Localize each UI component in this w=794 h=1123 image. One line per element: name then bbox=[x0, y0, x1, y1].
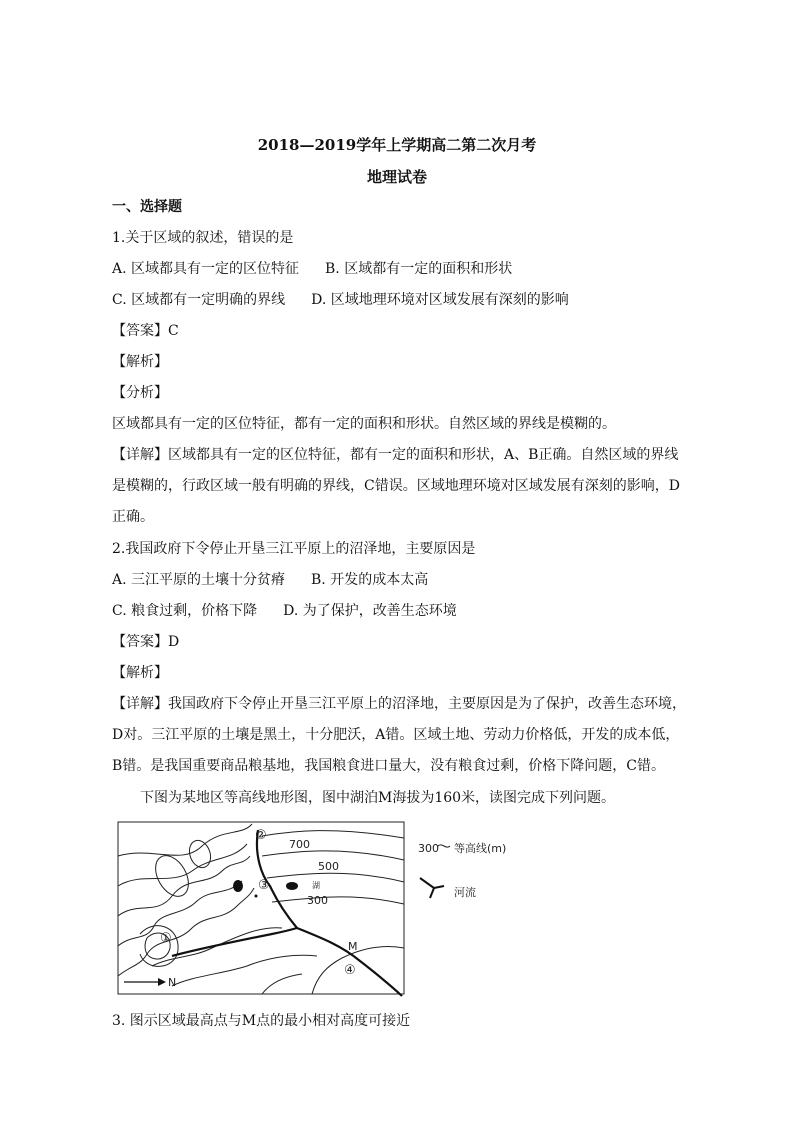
map-intro: 下图为某地区等高线地形图，图中湖泊M海拔为160米，读图完成下列问题。 bbox=[140, 790, 616, 806]
contour-line bbox=[262, 831, 404, 838]
lake-label: 湖 bbox=[312, 881, 320, 890]
river-legend-icon bbox=[420, 878, 434, 898]
contour-map bbox=[112, 816, 512, 1004]
q1-detail-line-1: 【详解】区域都具有一定的区位特征，都有一定的面积和形状，A、B正确。自然区域的界线 bbox=[112, 447, 679, 463]
point-2-label: ② bbox=[255, 828, 267, 843]
lake-shape bbox=[286, 882, 298, 890]
contour-line bbox=[118, 888, 254, 976]
q1-option-d: D. 区域地理环境对区域发展有深刻的影响 bbox=[311, 292, 569, 308]
exam-subtitle: 地理试卷 bbox=[366, 168, 427, 186]
lake-shape bbox=[233, 880, 243, 892]
contour-map-figure bbox=[112, 816, 512, 1004]
q2-option-a: A. 三江平原的土壤十分贫瘠 bbox=[112, 572, 286, 588]
north-arrow-icon bbox=[124, 976, 176, 989]
contour-label-700: 700 bbox=[289, 838, 310, 851]
section-heading: 一、选择题 bbox=[112, 199, 182, 215]
q2-detail-line-2: D对。三江平原的土壤是黑土，十分肥沃，A错。区域土地、劳动力价格低，开发的成本低， bbox=[112, 727, 680, 743]
legend-contour-value: 300 bbox=[418, 842, 439, 855]
q2-detail-line-3: B错。是我国重要商品粮基地，我国粮食进口量大，没有粮食过剩，价格下降问题，C错。 bbox=[112, 758, 665, 774]
q2-option-d: D. 为了保护，改善生态环境 bbox=[283, 603, 457, 619]
q1-stem: 1.关于区域的叙述，错误的是 bbox=[112, 230, 294, 246]
point-m-label: M bbox=[348, 940, 358, 953]
river bbox=[297, 928, 402, 996]
contour-line bbox=[272, 897, 404, 904]
contour-label-300: 300 bbox=[307, 894, 328, 907]
q1-answer: 【答案】C bbox=[112, 323, 179, 339]
q1-fenxi-label: 【分析】 bbox=[112, 385, 168, 401]
q2-options-cd bbox=[112, 602, 692, 620]
point-1-label: ① bbox=[160, 931, 172, 946]
contour-hill bbox=[149, 850, 195, 902]
q2-stem: 2.我国政府下令停止开垦三江平原上的沼泽地，主要原因是 bbox=[112, 541, 476, 557]
contour-line bbox=[267, 873, 404, 882]
map-legend bbox=[418, 841, 506, 899]
q1-fenxi-text: 区域都具有一定的区位特征，都有一定的面积和形状。自然区域的界线是模糊的。 bbox=[112, 416, 616, 432]
contour-line bbox=[262, 974, 302, 994]
north-label: N bbox=[168, 976, 177, 989]
contour-line bbox=[118, 844, 247, 886]
q1-option-b: B. 区域都有一定的面积和形状 bbox=[325, 261, 513, 277]
q1-option-a: A. 区域都具有一定的区位特征 bbox=[112, 261, 300, 277]
q1-detail-line-2: 是模糊的，行政区域一般有明确的界线，C错误。区域地理环境对区域发展有深刻的影响，D bbox=[112, 478, 680, 494]
contour-legend-icon bbox=[438, 845, 450, 847]
q1-option-c: C. 区域都有一定明确的界线 bbox=[112, 292, 286, 308]
q1-analysis-label: 【解析】 bbox=[112, 354, 168, 370]
q1-detail-line-3: 正确。 bbox=[112, 509, 154, 525]
q2-option-b: B. 开发的成本太高 bbox=[311, 572, 429, 588]
q2-option-c: C. 粮食过剩，价格下降 bbox=[112, 603, 258, 619]
q2-answer: 【答案】D bbox=[112, 634, 180, 650]
contour-line bbox=[262, 851, 404, 860]
contour-line bbox=[118, 824, 252, 856]
spot-marker bbox=[255, 895, 258, 898]
q2-analysis-label: 【解析】 bbox=[112, 665, 168, 681]
q2-options-ab bbox=[112, 571, 692, 589]
q1-options-ab bbox=[112, 260, 692, 278]
contour-label-500: 500 bbox=[318, 860, 339, 873]
point-3-label: ③ bbox=[258, 878, 270, 893]
map-frame bbox=[118, 822, 404, 994]
legend-river-label: 河流 bbox=[454, 886, 476, 899]
q1-options-cd bbox=[112, 291, 692, 309]
river bbox=[172, 928, 297, 956]
point-4-label: ④ bbox=[344, 963, 356, 978]
exam-title: 2018—2019学年上学期高二第二次月考 bbox=[257, 136, 537, 154]
contour-line bbox=[172, 955, 317, 986]
q3-stem: 3. 图示区域最高点与M点的最小相对高度可接近 bbox=[112, 1013, 411, 1029]
q2-detail-line-1: 【详解】我国政府下令停止开垦三江平原上的沼泽地，主要原因是为了保护，改善生态环境， bbox=[112, 696, 686, 712]
contour-line bbox=[118, 856, 250, 916]
legend-contour-label: 等高线(m) bbox=[454, 842, 507, 855]
